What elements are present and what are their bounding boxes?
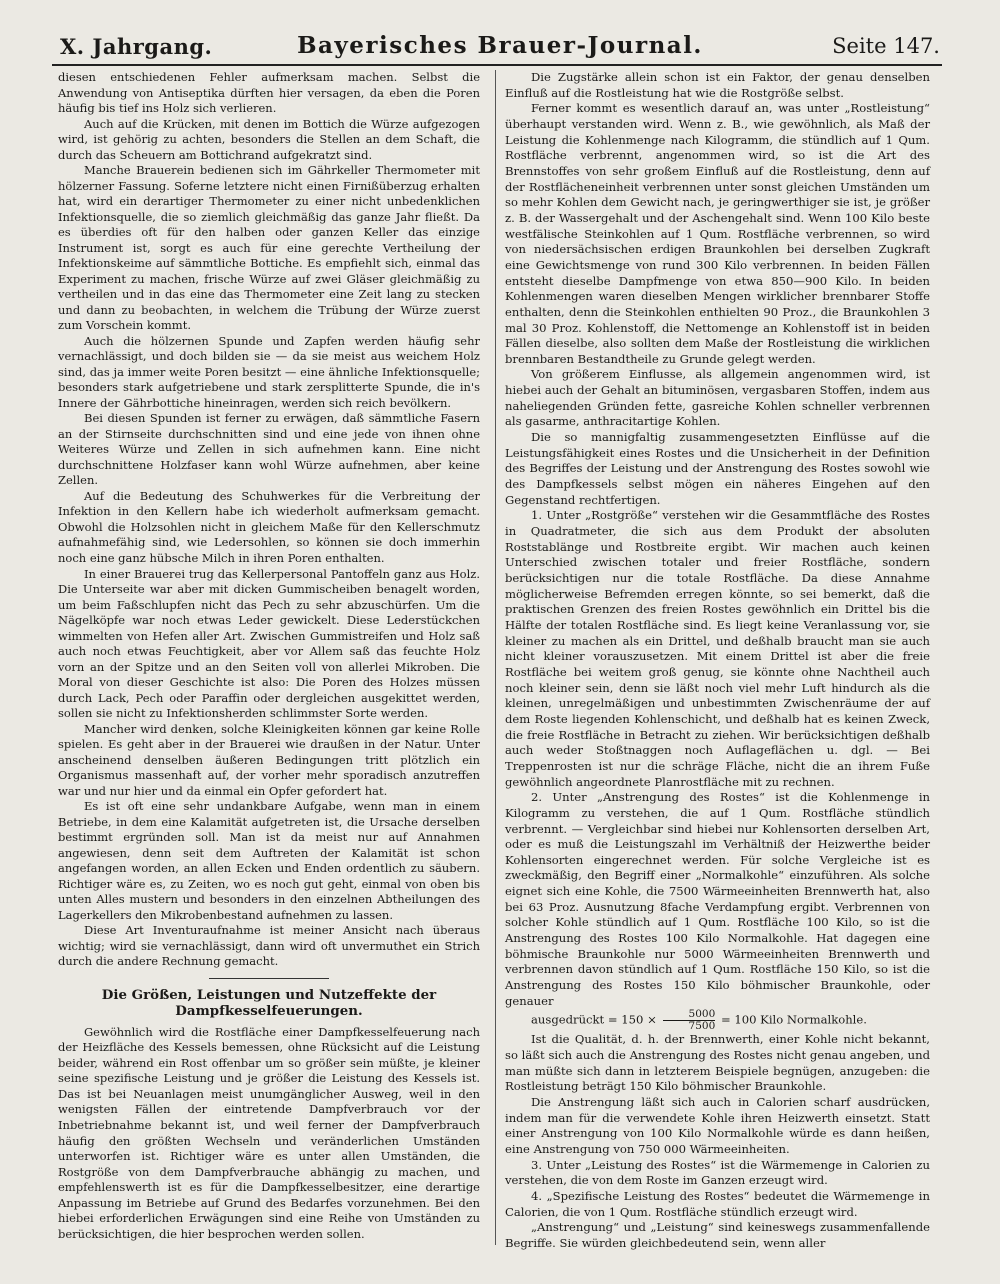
paragraph: Die Zugstärke allein schon ist ein Faktor, der genau denselben Einfluß auf die Rostleistung hat wie die Rostgröße selbst. bbox=[505, 70, 930, 100]
header-rule bbox=[52, 64, 942, 66]
column-divider bbox=[495, 70, 496, 1245]
paragraph: „Anstrengung“ und „Leistung“ sind keineswegs zusammenfallende Begriffe. Sie würden gleichbedeutend sein, wenn aller bbox=[505, 1220, 930, 1250]
paragraph: Auch die hölzernen Spunde und Zapfen werden häufig sehr vernachlässigt, und doch bilden sie — da sie meist aus weichem Holz sind, das ja immer weite Poren besitzt — eine ähnliche Infektionsquelle; besonders stark aufgetriebene und stark zersplitterte Spunde, die in's Innere der Gährbottiche hineinragen, werden sich reich bevölkern. bbox=[58, 333, 480, 410]
paragraph: Auf die Bedeutung des Schuhwerkes für die Verbreitung der Infektion in den Kellern habe ich wiederholt aufmerksam gemacht. Obwohl die Holzsohlen nicht in gleichem Maße für den Kellerschmutz aufnahmefähig sind, wie Ledersohlen, so können sie doch immerhin noch eine ganz hübsche Milch in ihren Poren enthalten. bbox=[58, 488, 480, 565]
paragraph: Auch auf die Krücken, mit denen im Bottich die Würze aufgezogen wird, ist gehörig zu achten, besonders die Stellen an dem Schaft, die durch das Scheuern am Bottichrand aufgekratzt sind. bbox=[58, 116, 480, 162]
paragraph: Die so mannigfaltig zusammengesetzten Einflüsse auf die Leistungsfähigkeit eines Rostes und die Unsicherheit in der Definition des Begriffes der Leistung und der Anstrengung des Rostes sowohl wie des Dampfkessels selbst mögen ein näheres Eingehen auf den Gegenstand rechtfertigen. bbox=[505, 430, 930, 507]
volume-label: X. Jahrgang. bbox=[60, 34, 213, 59]
paragraph: Die Anstrengung läßt sich auch in Calorien scharf ausdrücken, indem man für die verwendete Kohle ihren Heizwerth einsetzt. Statt einer Anstrengung von 100 Kilo Normalkohle würde es dann heißen, eine Anstrengung von 750 000 Wärmeeinheiten. bbox=[505, 1095, 930, 1156]
paragraph: 4. „Spezifische Leistung des Rostes“ bedeutet die Wärmemenge in Calorien, die von 1 Qum. Rostfläche stündlich erzeugt wird. bbox=[505, 1188, 930, 1219]
formula-prefix: ausgedrückt = 150 × bbox=[531, 1012, 657, 1027]
paragraph: Von größerem Einflusse, als allgemein angenommen wird, ist hiebei auch der Gehalt an bituminösen, vergasbaren Stoffen, indem aus naheliegenden Gründen fette, gasreiche Kohlen schneller verbrennen als gasarme, anthracitartige Kohlen. bbox=[505, 367, 930, 429]
article-title: Die Größen, Leistungen und Nutzeffekte der Dampfkesselfeuerungen. bbox=[101, 986, 437, 1019]
paragraph: In einer Brauerei trug das Kellerpersonal Pantoffeln ganz aus Holz. Die Unterseite war aber mit dicken Gummischeiben benagelt worden, um beim Faßschlupfen nicht das Pech zu sehr abzuschürfen. Um die Nägelköpfe war noch etwas Leder gewickelt. Diese Lederstückchen wimmelten von Hefen aller Art. Zwischen Gummistreifen und Holz saß auch noch etwas Feuchtigkeit, aber vor Allem saß das feuchte Holz vorn an der Spitze und an den Seiten voll von allerlei Mikroben. Die Moral von dieser Geschichte ist also: Die Poren des Holzes müssen durch Lack, Pech oder Paraffin oder dergleichen ausgekittet werden, sollen sie nicht zu Infektionsherden schlimmster Sorte werden. bbox=[58, 566, 480, 721]
right-column bbox=[505, 70, 930, 1252]
paragraph: 3. Unter „Leistung des Rostes“ ist die Wärmemenge in Calorien zu verstehen, die von dem Roste im Ganzen erzeugt wird. bbox=[505, 1157, 930, 1188]
paragraph: diesen entschiedenen Fehler aufmerksam machen. Selbst die Anwendung von Antiseptika dürften hier versagen, da eben die Poren häufig bis tief ins Holz sich verlieren. bbox=[58, 70, 480, 116]
paragraph: Ferner kommt es wesentlich darauf an, was unter „Rostleistung“ überhaupt verstanden wird. Wenn z. B., wie gewöhnlich, als Maß der Leistung die Kohlenmenge nach Kilogramm, die stündlich auf 1 Qum. Rostfläche verbrennt, angenommen wird, so ist die Art des Brennstoffes von sehr großem Einfluß auf die Rostleistung, denn auf der Rostflächeneinheit verbrennen unter sonst gleichen Umständen um so mehr Kohlen dem Gewicht nach, je geringwerthiger sie ist, je größer z. B. der Wassergehalt und der Aschengehalt sind. Wenn 100 Kilo beste westfälische Steinkohlen auf 1 Qum. Rostfläche verbrennen, so wird von niedersächsischen erdigen Braunkohlen bei derselben Zugkraft eine Gewichtsmenge von rund 300 Kilo verbrennen. In beiden Fällen entsteht dieselbe Dampfmenge von etwa 850—900 Kilo. In beiden Kohlenmengen waren dieselben Mengen wirklicher brennbarer Stoffe enthalten, denn die Steinkohlen enthielten 90 Proz., die Braunkohlen 3 mal 30 Proz. Kohlenstoff, die Nettomenge an Kohlenstoff ist in beiden Fällen dieselbe, also sollten dem Maße der Rostleistung die wirklichen brennbaren Bestandtheile zu Grunde gelegt werden. bbox=[505, 101, 930, 366]
paragraph: Ist die Qualität, d. h. der Brennwerth, einer Kohle nicht bekannt, so läßt sich auch die Anstrengung des Rostes nicht genau angeben, und man müßte sich dann in letzterem Beispiele begnügen, anzugeben: die Rostleistung beträgt 150 Kilo böhmischer Braunkohle. bbox=[505, 1032, 930, 1094]
paragraph: Mancher wird denken, solche Kleinigkeiten können gar keine Rolle spielen. Es geht aber in der Brauerei wie draußen in der Natur. Unter anscheinend denselben äußeren Bedingungen tritt plötzlich ein Organismus massenhaft auf, der vorher mehr sporadisch anzutreffen war und nur hier und da einmal ein Opfer gefordert hat. bbox=[58, 721, 480, 798]
paragraph: 2. Unter „Anstrengung des Rostes“ ist die Kohlenmenge in Kilogramm zu verstehen, die auf 1 Qum. Rostfläche stündlich verbrennt. — Vergleichbar sind hiebei nur Kohlensorten derselben Art, oder es muß die Leistungszahl im Verhältniß der Heizwerthe beider Kohlensorten eingerechnet werden. Für solche Vergleiche ist es zweckmäßig, den Begriff einer „Normalkohle“ einzuführen. Als solche eignet sich eine Kohle, die 7500 Wärmeeinheiten Brennwerth hat, also bei 63 Proz. Ausnutzung 8fache Verdampfung ergibt. Verbrennen von solcher Kohle stündlich auf 1 Qum. Rostfläche 100 Kilo, so ist die Anstrengung des Rostes 100 Kilo Normalkohle. Hat dagegen eine böhmische Braunkohle nur 5000 Wärmeeinheiten Brennwerth und verbrennen davon stündlich auf 1 Qum. Rostfläche 150 Kilo, so ist die Anstrengung des Rostes 150 Kilo böhmischer Braunkohle, oder genauer bbox=[505, 790, 930, 1008]
left-column bbox=[58, 70, 480, 1242]
fraction-numerator: 5000 bbox=[663, 1009, 716, 1021]
page-number: Seite 147. bbox=[832, 34, 940, 58]
paragraph: Es ist oft eine sehr undankbare Aufgabe, wenn man in einem Betriebe, in dem eine Kalamität aufgetreten ist, die Ursache derselben bestimmt ergründen soll. Man ist da meist nur auf Annahmen angewiesen, denn seit dem Auftreten der Kalamität ist schon angefangen worden, an allen Ecken und Enden ordentlich zu säubern. Richtiger wäre es, zu Zeiten, wo es noch gut geht, einmal von oben bis unten Alles mustern und besonders in den einzelnen Abtheilungen des Lagerkellers den Mikrobenbestand aufnehmen zu lassen. bbox=[58, 799, 480, 922]
page-header bbox=[60, 28, 940, 68]
formula-suffix: = 100 Kilo Normalkohle. bbox=[720, 1012, 867, 1027]
paragraph: Diese Art Inventuraufnahme ist meiner Ansicht nach überaus wichtig; wird sie vernachlässigt, dann wird oft unvermuthet ein Strich durch die andere Rechnung gemacht. bbox=[58, 923, 480, 969]
paragraph: Gewöhnlich wird die Rostfläche einer Dampfkesselfeuerung nach der Heizfläche des Kessels bemessen, ohne Rücksicht auf die Leistung beider, während ein Rost offenbar um so größer sein müßte, je kleiner seine spezifische Leistung und je größer die Leistung des Kessels ist. Das ist bei Neuanlagen meist unumgänglicher Ausweg, weil in den wenigsten Fällen der eintretende Dampfverbrauch vor der Inbetriebnahme bekannt ist, und weil ferner der Dampfverbrauch häufig den größten Wechseln und veränderlichen Umständen unterworfen ist. Richtiger wäre es unter allen Umständen, die Rostgröße von dem Dampfverbrauche abhängig zu machen, und empfehlenswerth ist es für die Dampfkesselbesitzer, eine derartige Anpassung im Betriebe auf Grund des Bedarfes vorzunehmen. Bei den hiebei erforderlichen Erwägungen sind eine Reihe von Umständen zu berücksichtigen, die hier besprochen werden sollen. bbox=[58, 1024, 480, 1241]
fraction-denominator: 7500 bbox=[688, 1020, 716, 1033]
section-separator bbox=[209, 978, 329, 979]
paragraph: Manche Brauerein bedienen sich im Gährkeller Thermometer mit hölzerner Fassung. Soferne letztere nicht einen Firnißüberzug erhalten hat, wird ein derartiger Thermometer zu einer nicht unbedenklichen Infektionsquelle, die so ziemlich gleichmäßig das ganze Jahr fließt. Da es überdies oft für den halben oder ganzen Keller das einzige Instrument ist, sorgt es auch für eine gerechte Vertheilung der Infektionskeime auf sämmtliche Bottiche. Es empfiehlt sich, einmal das Experiment zu machen, frische Würze auf zwei Gläser gleichmäßig zu vertheilen und in das eine das Thermometer eine Zeit lang zu stecken und dann zu beobachten, in welchem die Trübung der Würze zuerst zum Vorschein kommt. bbox=[58, 163, 480, 333]
paragraph: 1. Unter „Rostgröße“ verstehen wir die Gesammtfläche des Rostes in Quadratmeter, die sich aus dem Produkt der absoluten Roststablänge und Rostbreite ergibt. Wir machen auch keinen Unterschied zwischen totaler und freier Rostfläche, sondern berücksichtigen nur die totale Rostfläche. Da diese Annahme möglicherweise Befremden erregen könnte, so sei bemerkt, daß die praktischen Grenzen des freien Rostes gewöhnlich ein Drittel bis die Hälfte der totalen Rostfläche sind. Es liegt keine Veranlassung vor, sie kleiner zu machen als ein Drittel, und deßhalb braucht man sie auch nicht kleiner vorauszusetzen. Mit einem Drittel ist aber die freie Rostfläche bei weitem groß genug, sie könnte ohne Nachtheil auch noch kleiner sein, denn sie läßt noch viel mehr Luft hindurch als die kleinen, unregelmäßigen und unbestimmten Zwischenräume der auf dem Roste liegenden Kohlenschicht, und deßhalb hat es keinen Zweck, die freie Rostfläche in Betracht zu ziehen. Wir berücksichtigen deßhalb auch weder Stoßtnaggen noch Auflageflächen u. dgl. — Bei Treppenrosten ist nur die schräge Fläche, nicht die an ihrem Fuße gewöhnlich angeordnete Planrostfläche mit zu rechnen. bbox=[505, 508, 930, 789]
formula-fraction bbox=[663, 1009, 716, 1032]
journal-title: Bayerisches Brauer-Journal. bbox=[297, 32, 703, 59]
formula bbox=[505, 1009, 930, 1032]
paragraph: Bei diesen Spunden ist ferner zu erwägen, daß sämmtliche Fasern an der Stirnseite durchschnitten sind und eine jede von ihnen ohne Weiteres Würze und Zellen in sich aufnehmen kann. Eine nicht durchschnittene Holzfaser kann wohl Würze aufnehmen, aber keine Zellen. bbox=[58, 411, 480, 488]
